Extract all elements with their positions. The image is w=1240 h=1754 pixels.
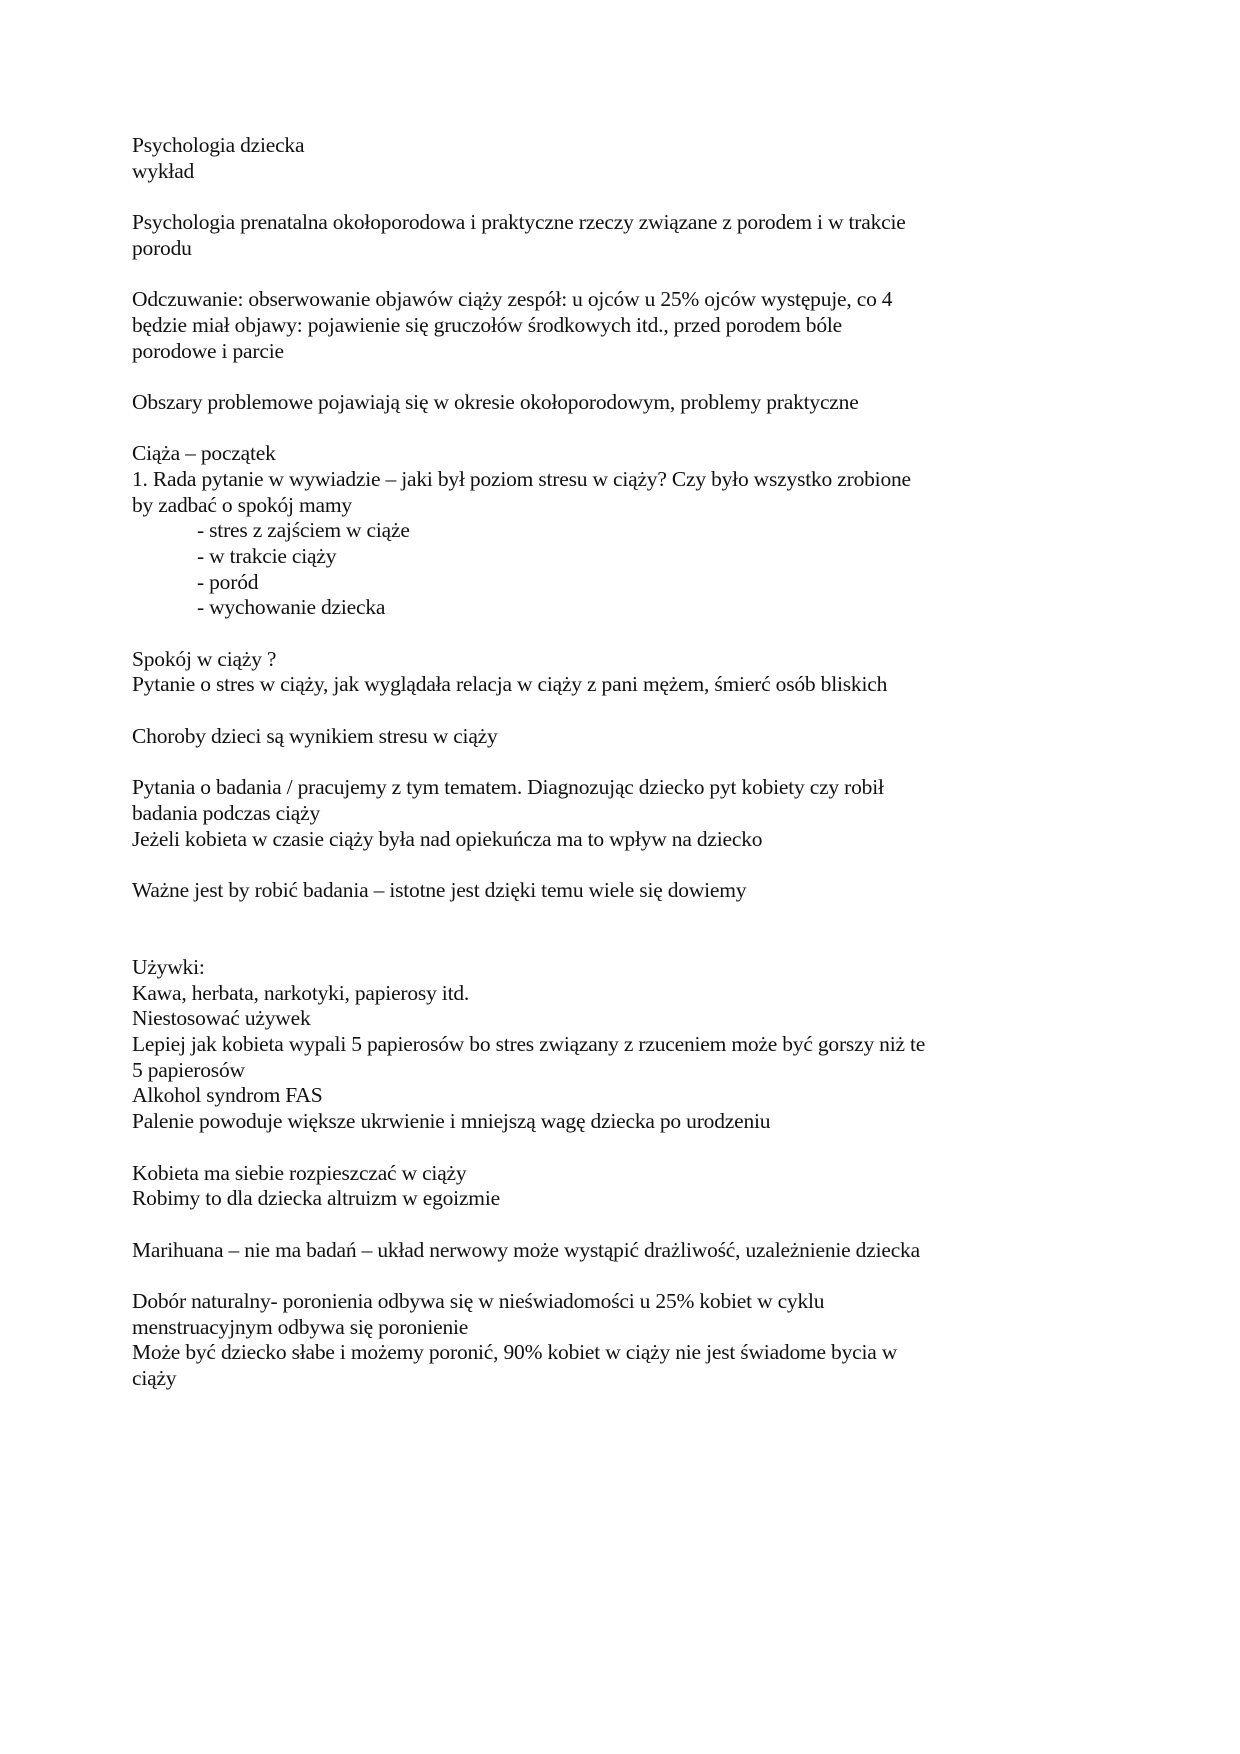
text-line: Obszary problemowe pojawiają się w okresie okołoporodowym, problemy praktyczne	[132, 389, 859, 414]
document-body	[132, 133, 1092, 1392]
blank-line	[132, 1263, 1092, 1289]
blank-line	[132, 1212, 1092, 1238]
bullet-item: - stres z zajściem w ciąże	[197, 518, 410, 543]
text-line: Kawa, herbata, narkotyki, papierosy itd.	[132, 980, 470, 1005]
document-subtitle: wykład	[132, 158, 195, 183]
text-line: Odczuwanie: obserwowanie objawów ciąży zespół: u ojców u 25% ojców występuje, co 4	[132, 287, 893, 312]
text-line: Marihuana – nie ma badań – układ nerwowy może wystąpić drażliwość, uzależnienie dziecka	[132, 1237, 920, 1262]
text-line: badania podczas ciąży	[132, 800, 320, 825]
text-line: menstruacyjnym odbywa się poronienie	[132, 1314, 469, 1339]
section-heading: Spokój w ciąży ?	[132, 646, 277, 671]
text-line: porodowe i parcie	[132, 338, 284, 363]
text-line: Jeżeli kobieta w czasie ciąży była nad opiekuńcza ma to wpływ na dziecko	[132, 826, 763, 851]
text-line: Niestosować używek	[132, 1006, 311, 1031]
blank-line	[132, 698, 1092, 724]
text-line: porodu	[132, 235, 192, 260]
blank-line	[132, 621, 1092, 647]
text-line: Może być dziecko słabe i możemy poronić, 90% kobiet w ciąży nie jest świadome bycia w	[132, 1340, 898, 1365]
text-line: Psychologia prenatalna okołoporodowa i praktyczne rzeczy związane z porodem i w trakcie	[132, 210, 906, 235]
blank-line	[132, 929, 1092, 955]
section-heading: Ciąża – początek	[132, 441, 276, 466]
text-line: Robimy to dla dziecka altruizm w egoizmie	[132, 1186, 500, 1211]
blank-line	[132, 364, 1092, 390]
blank-line	[132, 852, 1092, 878]
blank-line	[132, 750, 1092, 776]
bullet-item: - poród	[197, 569, 259, 594]
blank-line	[132, 416, 1092, 442]
section-heading: Używki:	[132, 955, 205, 979]
text-line: Choroby dzieci są wynikiem stresu w ciąży	[132, 723, 498, 748]
text-line: Palenie powoduje większe ukrwienie i mniejszą wagę dziecka po urodzeniu	[132, 1109, 771, 1134]
text-line: Kobieta ma siebie rozpieszczać w ciąży	[132, 1160, 467, 1185]
blank-line	[132, 1135, 1092, 1161]
text-line: Ważne jest by robić badania – istotne jest dzięki temu wiele się dowiemy	[132, 877, 747, 902]
text-line: 1. Rada pytanie w wywiadzie – jaki był poziom stresu w ciąży? Czy było wszystko zrobione	[132, 466, 911, 491]
blank-line	[132, 184, 1092, 210]
text-line: ciąży	[132, 1366, 177, 1390]
text-line: Lepiej jak kobieta wypali 5 papierosów bo stres związany z rzuceniem może być gorszy niż te	[132, 1032, 926, 1057]
blank-line	[132, 904, 1092, 930]
bullet-item: - w trakcie ciąży	[197, 544, 337, 568]
text-line: 5 papierosów	[132, 1057, 245, 1082]
text-line: Alkohol syndrom FAS	[132, 1083, 323, 1108]
document-title: Psychologia dziecka	[132, 133, 305, 157]
text-line: by zadbać o spokój mamy	[132, 492, 352, 517]
blank-line	[132, 261, 1092, 287]
bullet-item: - wychowanie dziecka	[197, 595, 386, 620]
text-line: Pytanie o stres w ciąży, jak wyglądała relacja w ciąży z pani mężem, śmierć osób bliskich	[132, 672, 888, 697]
text-line: Dobór naturalny- poronienia odbywa się w nieświadomości u 25% kobiet w cyklu	[132, 1288, 825, 1313]
text-line: Pytania o badania / pracujemy z tym tematem. Diagnozując dziecko pyt kobiety czy robił	[132, 775, 884, 800]
text-line: będzie miał objawy: pojawienie się gruczołów środkowych itd., przed porodem bóle	[132, 312, 843, 337]
